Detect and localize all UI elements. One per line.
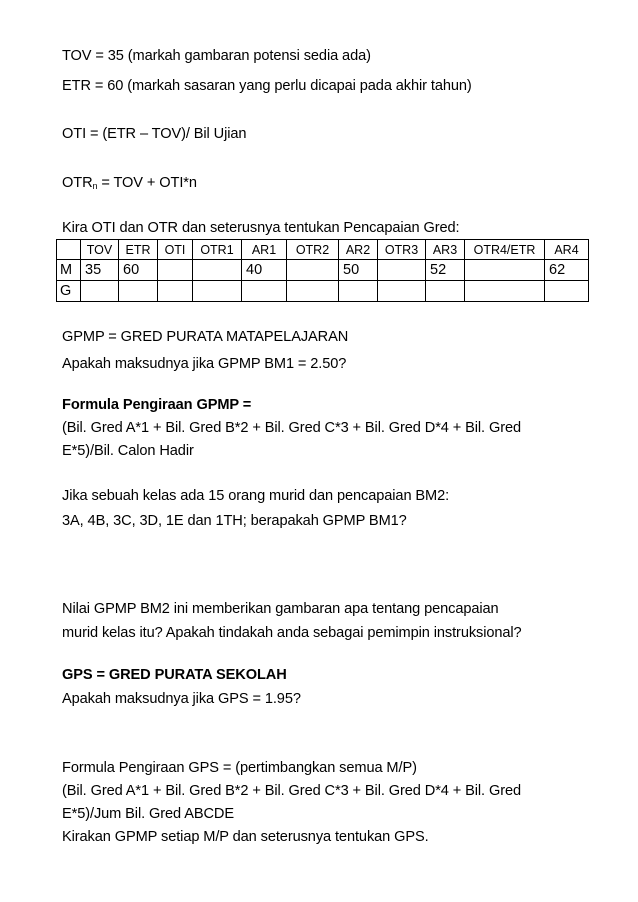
table-cell xyxy=(158,260,193,281)
table-cell xyxy=(193,281,242,302)
gpmp-definition: GPMP = GRED PURATA MATAPELAJARAN xyxy=(62,329,349,345)
header-cell: TOV xyxy=(81,240,119,260)
example-line-1: Jika sebuah kelas ada 15 orang murid dan pencapaian BM2: xyxy=(62,488,450,504)
reflection-line-2: murid kelas itu? Apakah tindakah anda sebagai pemimpin instruksional? xyxy=(62,625,522,641)
table-row xyxy=(57,260,589,281)
gps-formula-line-2: E*5)/Jum Bil. Gred ABCDE xyxy=(62,806,234,822)
header-cell: OTR3 xyxy=(378,240,426,260)
header-cell: ETR xyxy=(119,240,158,260)
table-row xyxy=(57,281,589,302)
gps-definition: GPS = GRED PURATA SEKOLAH xyxy=(62,667,287,683)
table-cell: 50 xyxy=(339,260,378,281)
instruction-line: Kira OTI dan OTR dan seterusnya tentukan Pencapaian Gred: xyxy=(62,220,460,236)
reflection-line-1: Nilai GPMP BM2 ini memberikan gambaran apa tentang pencapaian xyxy=(62,601,499,617)
otr-label: OTR xyxy=(62,175,93,191)
gpmp-question: Apakah maksudnya jika GPMP BM1 = 2.50? xyxy=(62,356,347,372)
table-cell: 52 xyxy=(426,260,465,281)
grade-table xyxy=(56,239,589,302)
header-cell: OTI xyxy=(158,240,193,260)
table-cell xyxy=(242,281,287,302)
oti-formula: OTI = (ETR – TOV)/ Bil Ujian xyxy=(62,126,247,142)
table-header-row xyxy=(57,240,589,260)
gps-formula-line-1: (Bil. Gred A*1 + Bil. Gred B*2 + Bil. Gred C*3 + Bil. Gred D*4 + Bil. Gred xyxy=(62,783,521,799)
table-cell: 62 xyxy=(545,260,589,281)
table-cell xyxy=(378,260,426,281)
tov-line: TOV = 35 (markah gambaran potensi sedia ada) xyxy=(62,48,371,64)
otr-formula xyxy=(62,173,197,193)
table-cell: 40 xyxy=(242,260,287,281)
gpmp-formula-line-2: E*5)/Bil. Calon Hadir xyxy=(62,443,194,459)
header-cell: OTR4/ETR xyxy=(465,240,545,260)
table-cell xyxy=(119,281,158,302)
header-cell: AR1 xyxy=(242,240,287,260)
header-cell: AR3 xyxy=(426,240,465,260)
table-cell xyxy=(287,260,339,281)
header-cell: AR2 xyxy=(339,240,378,260)
gps-formula-title: Formula Pengiraan GPS = (pertimbangkan semua M/P) xyxy=(62,760,417,776)
row-label: M xyxy=(57,260,81,281)
header-cell: OTR2 xyxy=(287,240,339,260)
header-cell: AR4 xyxy=(545,240,589,260)
gps-instruction: Kirakan GPMP setiap M/P dan seterusnya tentukan GPS. xyxy=(62,829,429,845)
otr-expression: = TOV + OTI*n xyxy=(97,175,197,191)
row-label: G xyxy=(57,281,81,302)
table-cell xyxy=(465,260,545,281)
header-cell xyxy=(57,240,81,260)
otr-subscript: n xyxy=(92,181,98,191)
gpmp-formula-title: Formula Pengiraan GPMP = xyxy=(62,397,252,413)
table-cell xyxy=(426,281,465,302)
table-cell: 35 xyxy=(81,260,119,281)
header-cell: OTR1 xyxy=(193,240,242,260)
gpmp-formula-line-1: (Bil. Gred A*1 + Bil. Gred B*2 + Bil. Gred C*3 + Bil. Gred D*4 + Bil. Gred xyxy=(62,420,521,436)
table-cell: 60 xyxy=(119,260,158,281)
table-cell xyxy=(193,260,242,281)
table-cell xyxy=(465,281,545,302)
gps-question: Apakah maksudnya jika GPS = 1.95? xyxy=(62,691,301,707)
table-cell xyxy=(339,281,378,302)
example-line-2: 3A, 4B, 3C, 3D, 1E dan 1TH; berapakah GPMP BM1? xyxy=(62,513,407,529)
table-cell xyxy=(158,281,193,302)
table-cell xyxy=(545,281,589,302)
table-cell xyxy=(287,281,339,302)
table-cell xyxy=(81,281,119,302)
table-cell xyxy=(378,281,426,302)
etr-line: ETR = 60 (markah sasaran yang perlu dicapai pada akhir tahun) xyxy=(62,78,472,94)
